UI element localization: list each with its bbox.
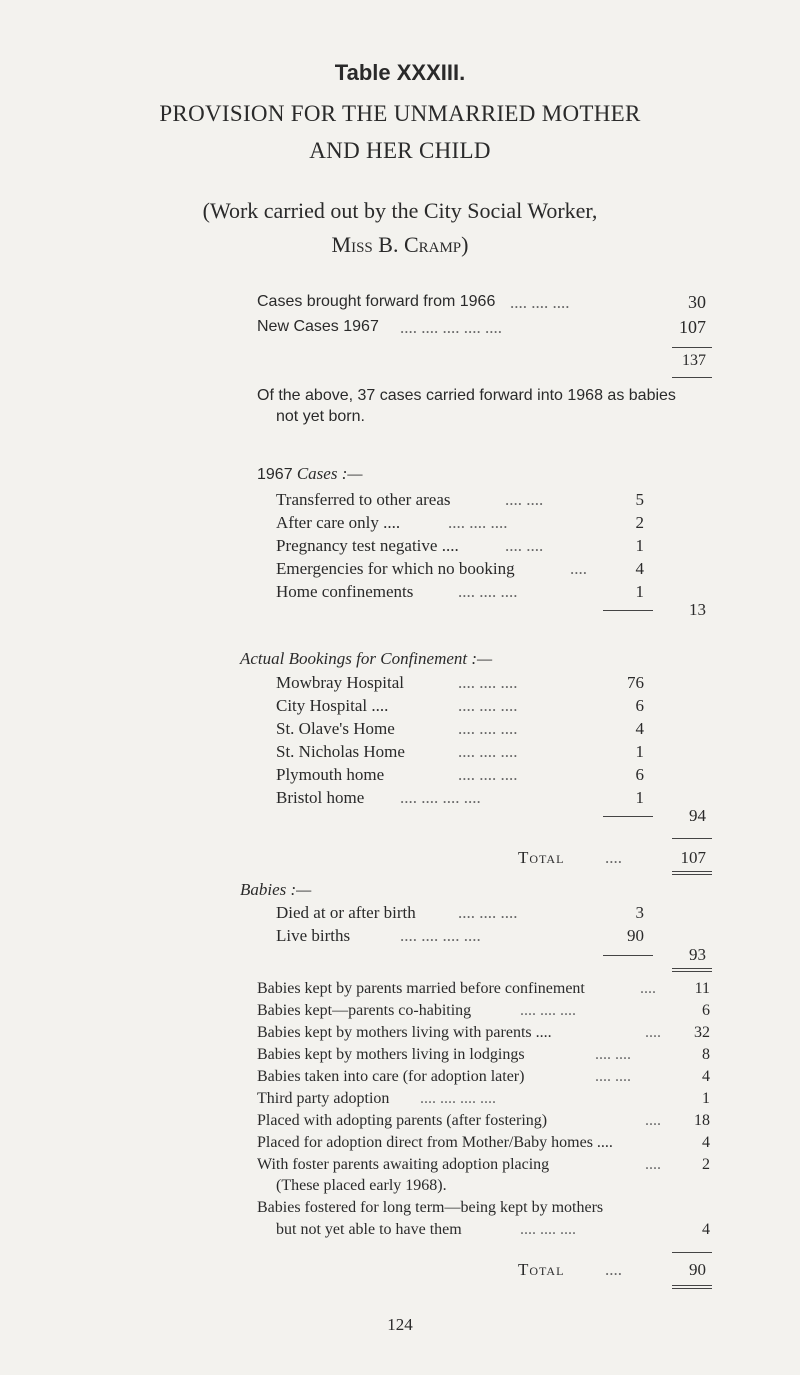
list-item: Home confinements (276, 582, 414, 601)
dots: .... .... .... (458, 673, 518, 692)
table-label: Table XXXIII. (334, 60, 466, 85)
page-number: 124 (387, 1315, 413, 1334)
list-item-value: 1 (635, 788, 644, 807)
cases-brought-forward-value: 30 (688, 292, 706, 312)
bookings-subtotal: 94 (689, 806, 706, 825)
dots: .... .... .... (458, 582, 518, 601)
dots: .... .... (595, 1046, 631, 1063)
list-item: Transferred to other areas (276, 490, 451, 509)
dots: .... .... .... .... (400, 926, 481, 945)
subtitle-line-1: (Work carried out by the City Social Worker, (202, 198, 598, 223)
list-item: Pregnancy test negative .... (276, 536, 459, 555)
dots: .... .... .... .... (420, 1090, 496, 1107)
dots: .... (645, 1024, 661, 1041)
list-item: City Hospital .... (276, 696, 389, 715)
dots: .... (645, 1156, 661, 1173)
outcome-row: With foster parents awaiting adoption placing (257, 1156, 550, 1173)
list-item: Mowbray Hospital (276, 673, 404, 692)
outcome-value: 2 (702, 1156, 710, 1173)
list-item: St. Nicholas Home (276, 742, 405, 761)
outcome-row: Babies taken into care (for adoption later) (257, 1068, 525, 1085)
cases-1967-heading (257, 464, 363, 484)
divider (672, 1252, 712, 1253)
list-item-value: 5 (635, 490, 644, 509)
outcome-row: Placed for adoption direct from Mother/Baby homes .... (257, 1134, 613, 1151)
new-cases-value: 107 (679, 317, 706, 337)
outcome-value: 6 (702, 1002, 710, 1019)
outcomes-total-value: 90 (689, 1260, 706, 1279)
list-item-value: 90 (627, 926, 644, 945)
list-item-value: 1 (635, 742, 644, 761)
list-item-value: 1 (635, 582, 644, 601)
outcome-row: Babies kept by mothers living with parents .... (257, 1024, 552, 1041)
long-term-line-1: Babies fostered for long term—being kept by mothers (257, 1199, 604, 1216)
dots: .... .... .... (510, 293, 570, 312)
divider (672, 377, 712, 378)
long-term-line-2: but not yet able to have them (276, 1221, 462, 1238)
bookings-heading: Actual Bookings for Confinement :— (240, 649, 493, 668)
cases-1967-subtotal: 13 (689, 600, 706, 619)
divider (672, 838, 712, 839)
list-item: Live births (276, 926, 351, 945)
list-item: Died at or after birth (276, 903, 416, 922)
dots: .... (605, 848, 622, 867)
title-line-1: PROVISION FOR THE UNMARRIED MOTHER (159, 101, 641, 126)
list-item: Emergencies for which no booking (276, 559, 515, 578)
list-item: St. Olave's Home (276, 719, 395, 738)
dots: .... .... .... (458, 903, 518, 922)
foster-note: (These placed early 1968). (276, 1177, 447, 1194)
cases-brought-forward-label: Cases brought forward from 1966 (257, 293, 496, 310)
babies-subtotal: 93 (689, 945, 706, 964)
outcome-value: 32 (694, 1024, 710, 1041)
outcome-value: 11 (694, 980, 710, 997)
dots: .... .... .... (458, 696, 518, 715)
list-item-value: 6 (635, 765, 644, 784)
babies-heading: Babies :— (240, 880, 312, 899)
bookings-total-value: 107 (680, 848, 706, 867)
dots: .... (640, 980, 656, 997)
outcome-row: Babies kept by parents married before confinement (257, 980, 585, 997)
dots: .... .... .... (458, 719, 518, 738)
outcome-value: 4 (702, 1134, 710, 1151)
dots: .... .... (505, 536, 544, 555)
double-rule (672, 1285, 712, 1289)
dots: .... .... .... (458, 765, 518, 784)
dots: .... .... .... (520, 1221, 576, 1238)
outcome-value: 4 (702, 1221, 710, 1238)
new-cases-label: New Cases 1967 (257, 318, 379, 335)
dots: .... .... .... (458, 742, 518, 761)
outcome-row: Babies kept by mothers living in lodgings (257, 1046, 525, 1063)
dots: .... (645, 1112, 661, 1129)
carry-forward-note-line-1: Of the above, 37 cases carried forward into 1968 as babies (257, 387, 676, 404)
title-line-2: AND HER CHILD (309, 138, 491, 163)
dots: .... (605, 1260, 622, 1279)
outcome-value: 8 (702, 1046, 710, 1063)
outcomes-total-label: Total (518, 1260, 565, 1279)
list-item-value: 3 (635, 903, 644, 922)
cases-total-value: 137 (682, 352, 706, 369)
outcome-value: 1 (702, 1090, 710, 1107)
dots: .... (570, 559, 587, 578)
outcome-value: 4 (702, 1068, 710, 1085)
bookings-total-label: Total (518, 848, 565, 867)
dots: .... .... .... .... (400, 788, 481, 807)
dots: .... .... (595, 1068, 631, 1085)
outcome-row: Babies kept—parents co-habiting (257, 1002, 472, 1019)
list-item-value: 4 (635, 559, 644, 578)
list-item-value: 1 (635, 536, 644, 555)
outcome-value: 18 (694, 1112, 710, 1129)
list-item: Plymouth home (276, 765, 385, 784)
dots: .... .... .... (448, 513, 508, 532)
list-item-value: 2 (635, 513, 644, 532)
divider (672, 347, 712, 348)
outcome-row: Third party adoption (257, 1090, 390, 1107)
cases-1967-heading-text: Cases :— (296, 464, 363, 483)
list-item-value: 6 (635, 696, 644, 715)
dots: .... .... (505, 490, 544, 509)
carry-forward-note-line-2: not yet born. (276, 408, 365, 425)
list-item: After care only .... (276, 513, 401, 532)
cases-1967-year: 1967 (257, 466, 293, 483)
list-item-value: 76 (627, 673, 644, 692)
list-item: Bristol home (276, 788, 365, 807)
dots: .... .... .... (520, 1002, 576, 1019)
subtitle-line-2: Miss B. Cramp) (331, 232, 469, 257)
outcome-row: Placed with adopting parents (after fostering) (257, 1112, 548, 1129)
double-rule (672, 968, 712, 972)
double-rule (672, 871, 712, 875)
list-item-value: 4 (635, 719, 644, 738)
dots: .... .... .... .... .... (400, 318, 502, 337)
